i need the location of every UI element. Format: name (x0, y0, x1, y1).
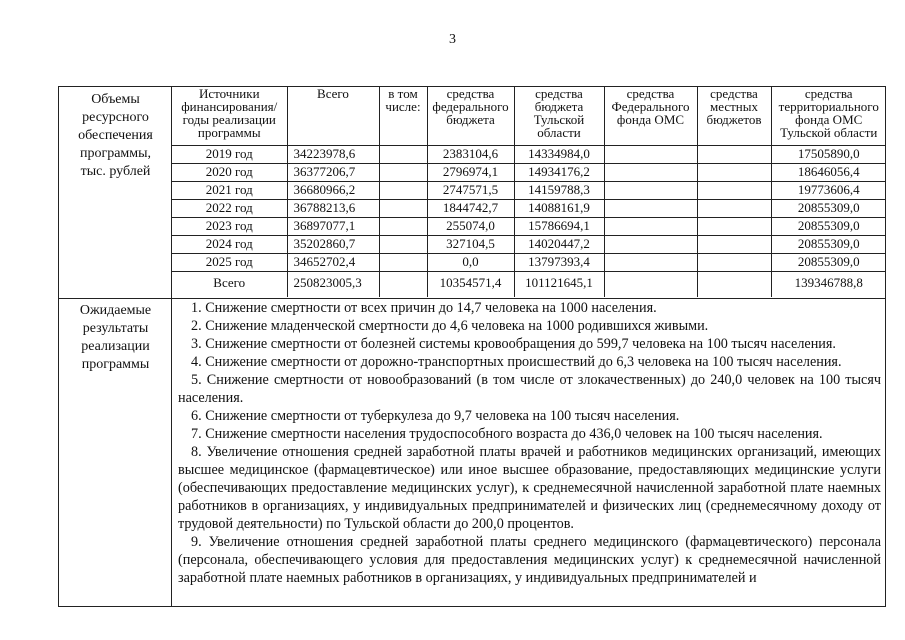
row-year: 2023 год (172, 217, 287, 235)
header-source: Источники финансирования/ годы реализации программы (172, 87, 287, 145)
total-regional: 101121645,1 (514, 271, 604, 297)
row-regional: 14334984,0 (514, 145, 604, 163)
total-local (697, 271, 771, 297)
row-terr-oms: 20855309,0 (771, 199, 886, 217)
row-federal: 2383104,6 (427, 145, 514, 163)
row-total: 36680966,2 (287, 181, 379, 199)
result-item: 8. Увеличение отношения средней заработной платы врачей и работников медицинских организаций, имеющих высшее медицинское (фармацевтическое) или иное высшее образование, предоставляющих медицинские услуги (обеспечивающих предоставление медицинских услуг), к среднемесячной начисленной заработной плате наемных работников в организациях, у индивидуальных предпринимателей и физических лиц (среднемесячному доходу от трудовой деятельности) по Тульской области до 200,0 процентов. (178, 444, 881, 532)
row-federal: 255074,0 (427, 217, 514, 235)
passport-table (58, 86, 886, 607)
total-including (379, 271, 427, 297)
row-federal: 327104,5 (427, 235, 514, 253)
total-terr-oms: 139346788,8 (771, 271, 886, 297)
row-local (697, 145, 771, 163)
row-fed-oms (604, 217, 697, 235)
row-fed-oms (604, 145, 697, 163)
row-terr-oms: 20855309,0 (771, 253, 886, 271)
table-row (172, 199, 886, 217)
row-fed-oms (604, 235, 697, 253)
row-local (697, 181, 771, 199)
row-federal: 1844742,7 (427, 199, 514, 217)
row-federal: 0,0 (427, 253, 514, 271)
result-item: 6. Снижение смертности от туберкулеза до 9,7 человека на 100 тысяч населения. (191, 408, 680, 424)
header-total: Всего (287, 87, 379, 145)
row-terr-oms: 17505890,0 (771, 145, 886, 163)
header-local: средства местных бюджетов (697, 87, 771, 145)
result-item: 2. Снижение младенческой смертности до 4,6 человека на 1000 родившихся живыми. (191, 318, 709, 334)
row-including (379, 145, 427, 163)
row-including (379, 217, 427, 235)
total-sum: 250823005,3 (287, 271, 379, 297)
result-item: 5. Снижение смертности от новообразований (в том числе от злокачественных) до 240,0 человек на 100 тысяч населения. (178, 372, 881, 406)
row-terr-oms: 19773606,4 (771, 181, 886, 199)
row-regional: 13797393,4 (514, 253, 604, 271)
row-terr-oms: 20855309,0 (771, 217, 886, 235)
table-row (172, 145, 886, 163)
result-item: 1. Снижение смертности от всех причин до 14,7 человека на 1000 населения. (191, 300, 657, 316)
table-row (172, 181, 886, 199)
row-federal: 2747571,5 (427, 181, 514, 199)
row-year: 2020 год (172, 163, 287, 181)
header-including: в том числе: (379, 87, 427, 145)
header-terr-oms: средства территориального фонда ОМС Тульской области (771, 87, 886, 145)
row-year: 2022 год (172, 199, 287, 217)
row-regional: 14088161,9 (514, 199, 604, 217)
row-year: 2025 год (172, 253, 287, 271)
row-local (697, 199, 771, 217)
row-regional: 15786694,1 (514, 217, 604, 235)
row-federal: 2796974,1 (427, 163, 514, 181)
funding-label: Объемы ресурсного обеспечения программы, тыс. рублей (78, 92, 153, 179)
row-including (379, 253, 427, 271)
row-year: 2019 год (172, 145, 287, 163)
expected-results (172, 299, 886, 587)
row-year: 2021 год (172, 181, 287, 199)
row-total: 35202860,7 (287, 235, 379, 253)
result-item: 7. Снижение смертности населения трудоспособного возраста до 436,0 человек на 100 тысяч населения. (191, 426, 823, 442)
result-item: 3. Снижение смертности от болезней системы кровообращения до 599,7 человека на 100 тысяч населения. (191, 336, 836, 352)
row-terr-oms: 18646056,4 (771, 163, 886, 181)
header-row (172, 87, 886, 145)
row-total: 36788213,6 (287, 199, 379, 217)
row-regional: 14159788,3 (514, 181, 604, 199)
row-including (379, 181, 427, 199)
total-fed-oms (604, 271, 697, 297)
row-fed-oms (604, 163, 697, 181)
row-fed-oms (604, 253, 697, 271)
row-total: 34223978,6 (287, 145, 379, 163)
header-fed-oms: средства Федерального фонда ОМС (604, 87, 697, 145)
table-row (172, 235, 886, 253)
row-year: 2024 год (172, 235, 287, 253)
row-total: 36897077,1 (287, 217, 379, 235)
row-including (379, 235, 427, 253)
row-total: 36377206,7 (287, 163, 379, 181)
row-total: 34652702,4 (287, 253, 379, 271)
row-terr-oms: 20855309,0 (771, 235, 886, 253)
result-item: 4. Снижение смертности от дорожно-транспортных происшествий до 6,3 человека на 100 тысяч населения. (191, 354, 842, 370)
page-number: 3 (449, 32, 456, 47)
row-local (697, 253, 771, 271)
table-row (172, 253, 886, 271)
row-including (379, 163, 427, 181)
row-local (697, 217, 771, 235)
result-item: 9. Увеличение отношения средней заработной платы среднего медицинского (фармацевтического) персонала (персонала, обеспечивающего условия для предоставления медицинских услуг) к среднемесячной начисленной заработной плате наемных работников в организациях, у индивидуальных предпринимателей и (178, 534, 881, 586)
total-label: Всего (172, 271, 287, 297)
table-row (172, 163, 886, 181)
row-local (697, 235, 771, 253)
total-row (172, 271, 886, 297)
table-row (172, 217, 886, 235)
row-regional: 14934176,2 (514, 163, 604, 181)
row-local (697, 163, 771, 181)
row-fed-oms (604, 181, 697, 199)
row-regional: 14020447,2 (514, 235, 604, 253)
header-federal: средства федерального бюджета (427, 87, 514, 145)
results-label: Ожидаемые результаты реализации программы (79, 303, 152, 372)
total-federal: 10354571,4 (427, 271, 514, 297)
row-including (379, 199, 427, 217)
row-fed-oms (604, 199, 697, 217)
funding-table (172, 87, 886, 297)
header-regional: средства бюджета Тульской области (514, 87, 604, 145)
